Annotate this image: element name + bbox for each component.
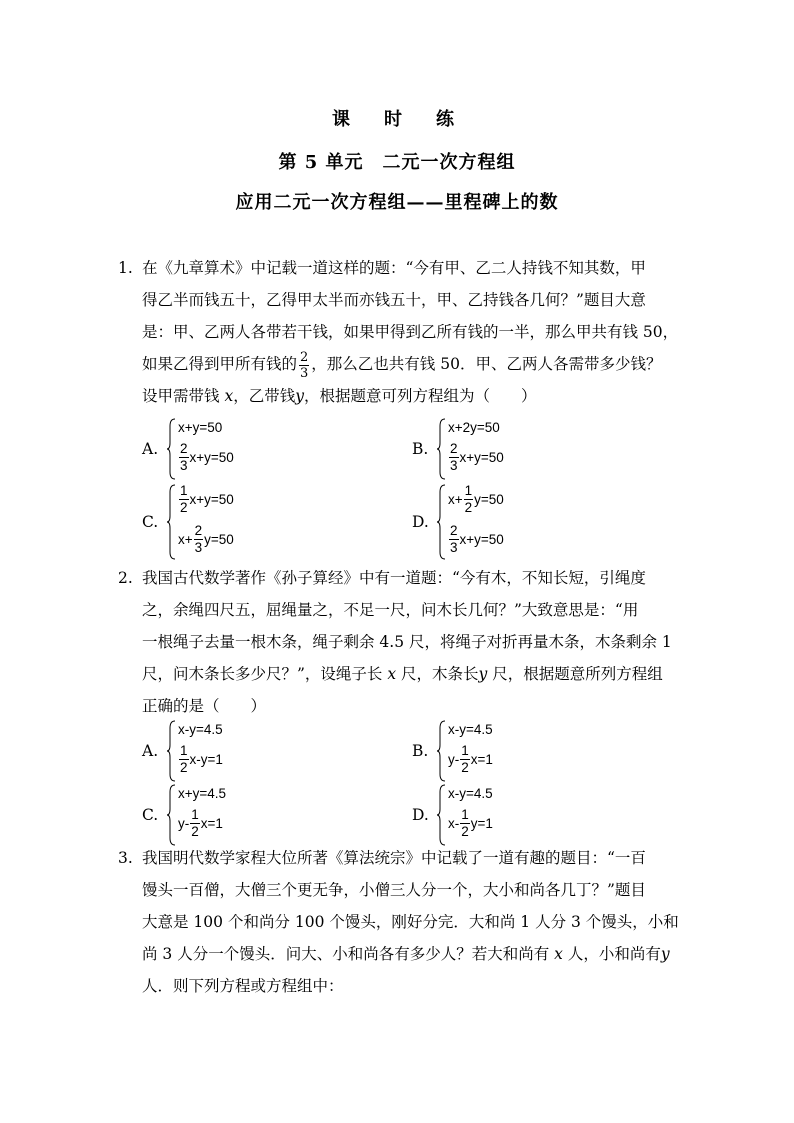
question-text-line: 尺，问木条长多少尺？”，设绳子长 x 尺，木条长y 尺，根据题意所列方程组 [142,665,663,683]
question-text: 人．则下列方程或方程组中： [142,977,344,995]
header-title: 课 时 练 [332,109,462,130]
question-1 [118,252,678,412]
unit-title: 第 5 单元 二元一次方程组 [278,152,516,173]
q2-option-b[interactable]: B. x-y=4.5 y- $\frac{1}{2}$ x=1 [412,720,612,782]
question-text: 馒头一百僧，大僧三个更无争，小僧三人分一个，大小和尚各几丁？”题目 [142,881,646,899]
q1-option-d[interactable]: D. x+ $\frac{1}{2}$ y=50 $\frac{2}{3}$ x+y=50 [412,484,612,560]
question-text: 正确的是（ ） [142,697,267,715]
question-number: 1. [118,259,133,277]
left-brace-icon [436,484,446,560]
fraction: $\frac{2}{3}$ [300,349,309,381]
lesson-title: 应用二元一次方程组——里程碑上的数 [235,192,559,213]
left-brace-icon [436,720,446,782]
left-brace-icon [166,484,176,560]
question-3 [118,842,678,1002]
left-brace-icon [436,784,446,846]
q2-option-d[interactable]: D. x-y=4.5 x- $\frac{1}{2}$ y=1 [412,784,612,846]
q1-option-a[interactable]: A. x+y=50 $\frac{2}{3}$ x+y=50 [142,418,342,480]
q1-option-c[interactable]: C. $\frac{1}{2}$ x+y=50 x+ $\frac{2}{3}$ y=50 [142,484,342,560]
question-text: 我国古代数学著作《孙子算经》中有一道题：“今有木，不知长短，引绳度 [142,569,646,587]
left-brace-icon [166,784,176,846]
question-text: 一根绳子去量一根木条，绳子剩余 4.5 尺，将绳子对折再量木条，木条剩余 1 [142,633,672,651]
q2-option-c[interactable]: C. x+y=4.5 y- $\frac{1}{2}$ x=1 [142,784,342,846]
q1-option-b[interactable]: B. x+2y=50 $\frac{2}{3}$ x+y=50 [412,418,612,480]
q2-option-a[interactable]: A. x-y=4.5 $\frac{1}{2}$ x-y=1 [142,720,342,782]
question-text: 之，余绳四尺五，屈绳量之，不足一尺，问木长几何？”大致意思是：“用 [142,601,639,619]
question-number: 3. [118,849,133,867]
question-2 [118,562,678,722]
left-brace-icon [436,418,446,480]
question-text: 我国明代数学家程大位所著《算法统宗》中记载了一道有趣的题目：“一百 [142,849,646,867]
question-text: 得乙半而钱五十，乙得甲太半而亦钱五十，甲、乙持钱各几何？”题目大意 [142,291,646,309]
question-text: 大意是 100 个和尚分 100 个馒头，刚好分完．大和尚 1 人分 3 个馒头，小和 [142,913,679,931]
question-text-line: 尚 3 人分一个馒头．问大、小和尚各有多少人？若大和尚有 x 人，小和尚有y [142,945,670,963]
question-text: 是：甲、乙两人各带若干钱，如果甲得到乙所有钱的一半，那么甲共有钱 50， [142,323,679,341]
left-brace-icon [166,720,176,782]
left-brace-icon [166,418,176,480]
question-text-line: 如果乙得到甲所有钱的 $\frac{2}{3}$ ，那么乙也共有钱 50．甲、乙两人各需带多少钱？ [142,349,662,381]
question-text-line: 设甲需带钱 x，乙带钱y，根据题意可列方程组为（ ） [142,387,537,405]
question-number: 2. [118,569,133,587]
question-text: 在《九章算术》中记载一道这样的题：“今有甲、乙二人持钱不知其数，甲 [142,259,646,277]
